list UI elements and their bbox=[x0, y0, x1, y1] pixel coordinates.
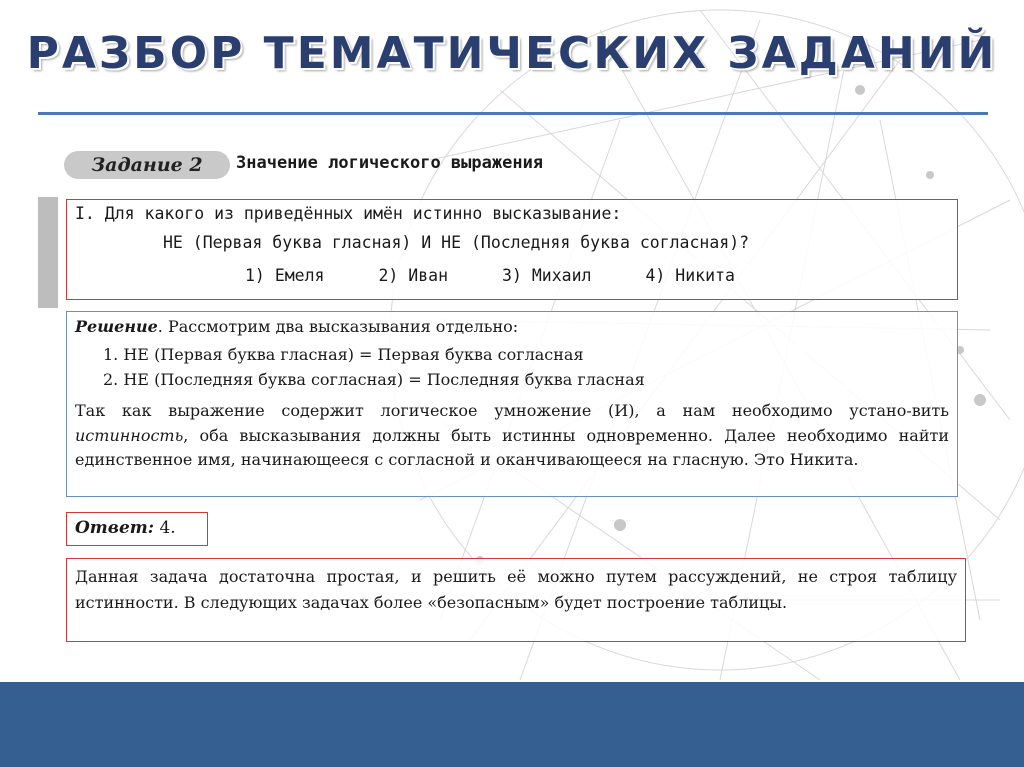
note-box bbox=[66, 558, 966, 642]
question-expression: НЕ (Первая буква гласная) И НЕ (Последняя буква согласная)? bbox=[163, 233, 750, 252]
answer-options bbox=[245, 266, 735, 285]
footer-bar bbox=[0, 682, 1024, 767]
answer-text: Ответ: 4. bbox=[75, 518, 176, 538]
option-3: 3) Михаил bbox=[502, 266, 592, 285]
option-4: 4) Никита bbox=[645, 266, 735, 285]
solution-item-2: 2. НЕ (Последняя буква согласная) = Последняя буква гласная bbox=[103, 370, 645, 389]
solution-item-1: 1. НЕ (Первая буква гласная) = Первая буква согласная bbox=[103, 345, 584, 364]
page-title: РАЗБОР ТЕМАТИЧЕСКИХ ЗАДАНИЙ bbox=[26, 28, 998, 79]
task-title: Значение логического выражения bbox=[236, 153, 544, 173]
task-label: Задание 2 bbox=[64, 151, 230, 179]
answer-box bbox=[66, 512, 208, 546]
title-divider bbox=[38, 112, 988, 115]
note-text: Данная задача достаточна простая, и решить её можно путем рассуждений, не строя таблицу истинности. В следующих задачах более «безопасным» будет построение таблицы. bbox=[75, 567, 957, 612]
solution-intro: Решение. Рассмотрим два высказывания отдельно: bbox=[75, 317, 519, 336]
solution-paragraph: Так как выражение содержит логическое умножение (И), а нам необходимо устано-вить истинность, оба высказывания должны быть истинны одновременно. Далее необходимо найти единственное имя, начинающееся с согласной и оканчивающееся на гласную. Это Никита. bbox=[75, 401, 949, 469]
option-1: 1) Емеля bbox=[245, 266, 325, 285]
question-box bbox=[66, 199, 958, 300]
question-text: I. Для какого из приведённых имён истинно высказывание: bbox=[75, 204, 622, 223]
side-accent-bar bbox=[38, 197, 58, 308]
task-header bbox=[64, 148, 654, 182]
option-2: 2) Иван bbox=[378, 266, 449, 285]
solution-box bbox=[66, 311, 958, 497]
